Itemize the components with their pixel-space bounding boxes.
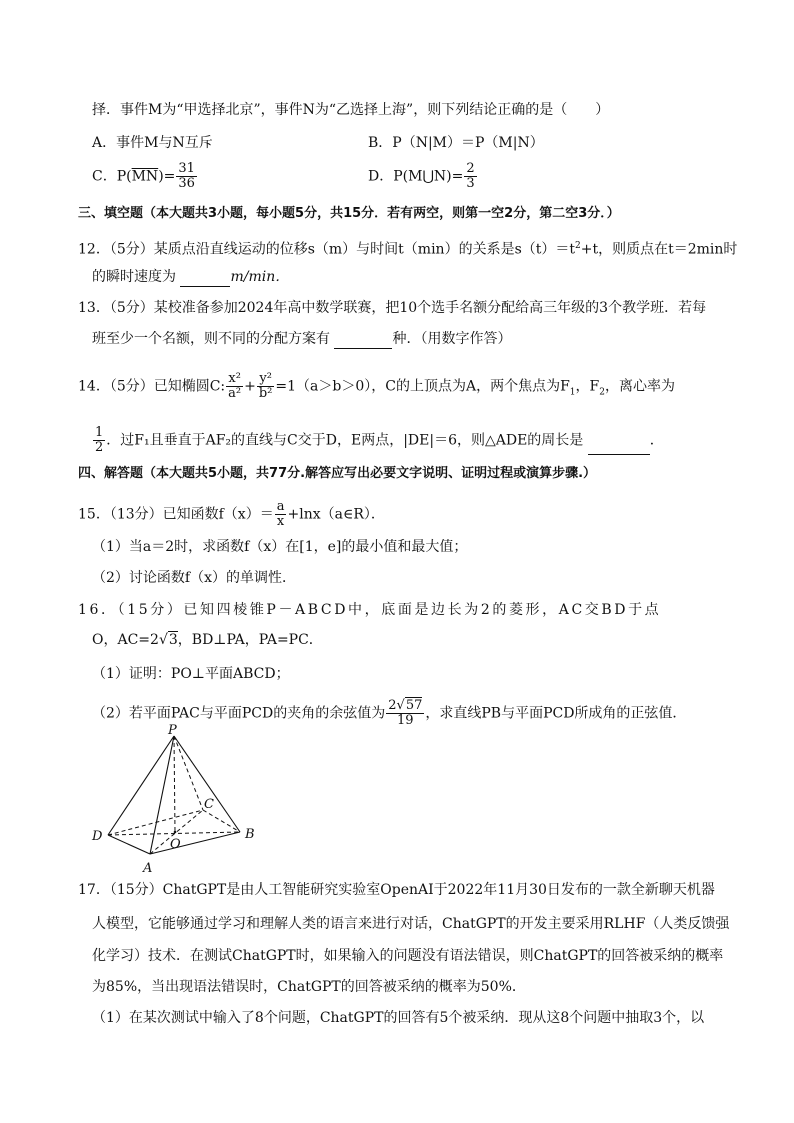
edge-PB	[174, 736, 240, 832]
q17-part-1: （1）在某次测试中输入了8个问题，ChatGPT的回答有5个被采纳．现从这8个问题中抽取3个，以	[92, 1010, 705, 1026]
q13-line-2: 班至少一个名额，则不同的分配方案有 种．（用数字作答）	[92, 331, 512, 347]
q17-line-4: 为85%，当出现语法错误时，ChatGPT的回答被采纳的概率为50%．	[92, 979, 526, 995]
q17-line-2: 人模型，它能够通过学习和理解人类的语言来进行对话，ChatGPT的开发主要采用RLHF（人类反馈强	[92, 916, 730, 932]
label-O: O	[170, 837, 181, 852]
q12-line-2: 的瞬时速度为 m/min．	[92, 269, 290, 285]
section-3-heading: 三、填空题（本大题共3小题，每小题5分，共15分．若有两空，则第一空2分，第二空3分．）	[78, 206, 620, 221]
q16-line-2: O，AC=2√3，BD⊥PA，PA=PC．	[92, 632, 323, 648]
q12-line-1: 12．（5分）某质点沿直线运动的位移s（m）与时间t（min）的关系是$s(t)=t^2+t$，则质点在t＝2min时	[78, 241, 738, 258]
q15-part-2: （2）讨论函数f（x）的单调性．	[92, 570, 296, 586]
pyramid-figure	[88, 722, 268, 877]
q11-option-c: C．$P(\overline{MN})=$ $\frac{31}{36}$	[92, 161, 195, 191]
label-D: D	[92, 829, 103, 844]
q13-line-1: 13．（5分）某校准备参加2024年高中数学联赛，把10个选手名额分配给高三年级的3个教学班．若每	[78, 300, 707, 316]
q16-part-1: （1）证明：PO⊥平面ABCD；	[92, 666, 290, 682]
section-4-heading: 四、解答题（本大题共5小题，共77分.解答应写出必要文字说明、证明过程或演算步骤.）	[78, 466, 597, 481]
q17-line-1: 17．（15分）ChatGPT是由人工智能研究实验室OpenAI于2022年11月30日发布的一款全新聊天机器	[78, 882, 715, 898]
edge-CB	[203, 810, 240, 832]
q14-answer-blank	[588, 440, 650, 455]
point-O	[174, 831, 177, 834]
q11-option-d: D．P(M⋃N)= $\frac{2}{3}$	[368, 161, 475, 191]
q14-line-1: 14．（5分）已知椭圆C: $\frac{\text{x²}}{\text{a²}}$ + $\frac{\text{y²}}{\text{b²}}$ =1（a＞b＞0），C的上顶点为A，两个焦点为$F_1$，$F_2$，离心率为	[78, 371, 675, 401]
q15-line-1: 15．（13分）已知函数f（x）＝ $\frac{a}{x}$ +lnx（a∈R）．	[78, 499, 385, 529]
q13-answer-blank	[334, 334, 392, 349]
q11-option-a: A．事件M与N互斥	[92, 135, 213, 151]
label-A: A	[143, 861, 153, 876]
edge-PC	[174, 736, 203, 810]
q17-line-3: 化学习）技术．在测试ChatGPT时，如果输入的问题没有语法错误，则ChatGPT的回答被采纳的概率	[92, 948, 724, 964]
q16-part-2: （2）若平面PAC与平面PCD的夹角的余弦值为 $\frac{2√57}{19}$ ，求直线PB与平面PCD所成角的正弦值．	[92, 698, 687, 728]
q14-line-2: $\frac{1}{2}$ ．过F₁且垂直于AF₂的直线与C交于D，E两点，|DE|＝6，则△ADE的周长是 ．	[95, 425, 664, 455]
q12-answer-blank	[180, 272, 230, 287]
edge-DA	[108, 835, 150, 854]
label-C: C	[204, 797, 214, 812]
q16-line-1: 16．（15分）已知四棱锥P－ABCD中，底面是边长为2的菱形，AC交BD于点	[78, 602, 662, 618]
q11-option-b: B．P（N|M）＝P（M|N）	[368, 135, 544, 151]
q11-continuation: 择．事件M为“甲选择北京”，事件N为“乙选择上海”，则下列结论正确的是（ ）	[92, 102, 610, 118]
segment-PO	[174, 736, 175, 832]
label-B: B	[245, 827, 255, 842]
q15-part-1: （1）当a＝2时，求函数f（x）在[1，e]的最小值和最大值；	[92, 539, 468, 555]
label-P: P	[168, 723, 177, 738]
